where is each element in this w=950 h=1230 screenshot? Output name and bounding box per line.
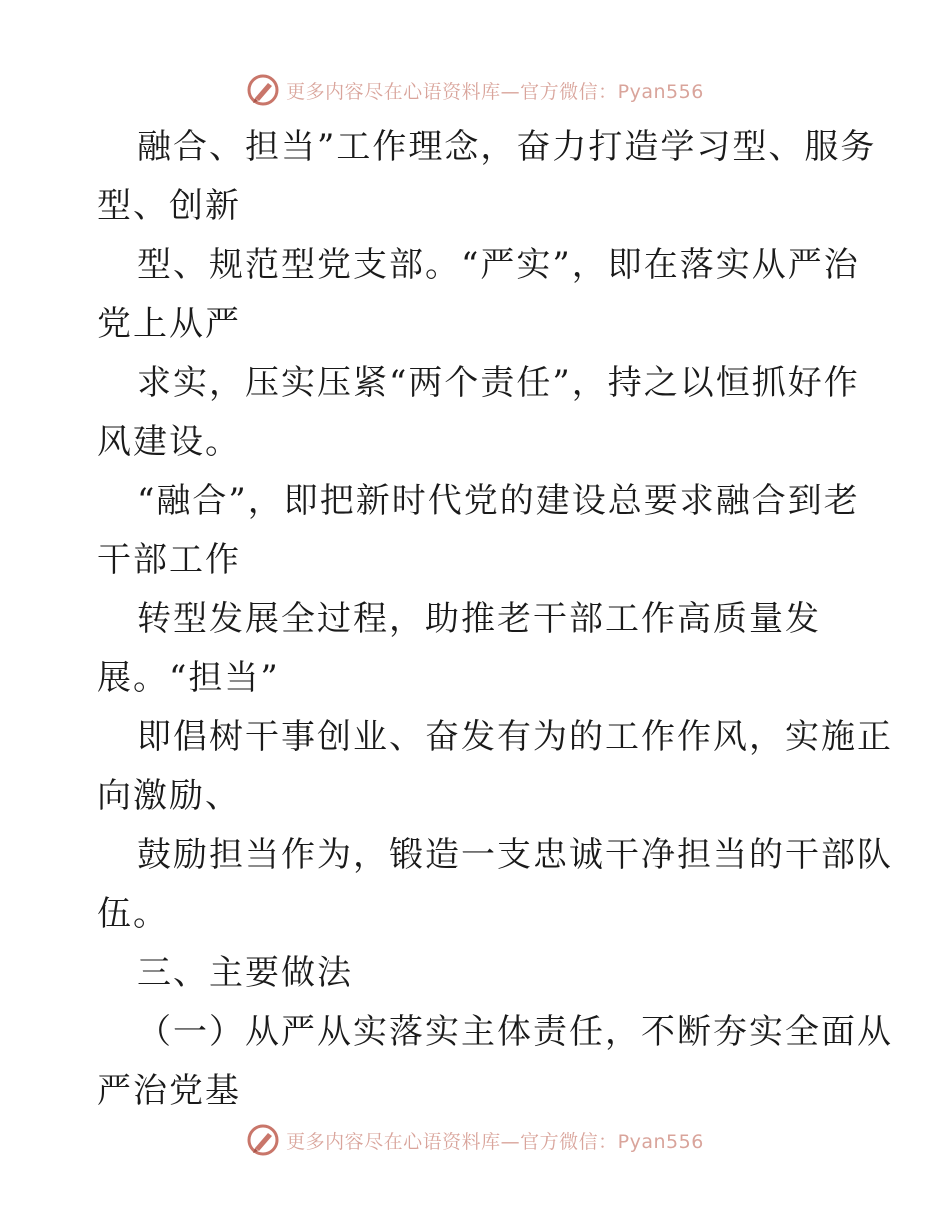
text-line: 融合、担当”工作理念，奋力打造学习型、服务	[137, 127, 877, 167]
pen-logo-icon	[246, 73, 280, 107]
watermark-text: 更多内容尽在心语资料库—官方微信：Pyan556	[286, 80, 704, 103]
text-line: “融合”，即把新时代党的建设总要求融合到老	[137, 481, 860, 521]
text-line: 干部工作	[97, 540, 241, 580]
text-line: 展。“担当”	[97, 658, 280, 698]
watermark-footer	[0, 1120, 950, 1160]
watermark-header	[0, 70, 950, 110]
document-body	[97, 118, 893, 1121]
text-line: 三、主要做法	[137, 953, 353, 993]
text-line: 风建设。	[97, 422, 241, 462]
text-line: 型、规范型党支部。“严实”，即在落实从严治	[137, 245, 860, 285]
text-line: 转型发展全过程，助推老干部工作高质量发	[137, 599, 821, 639]
text-line: 严治党基	[97, 1071, 241, 1111]
text-line: 伍。	[97, 894, 169, 934]
text-line: 向激励、	[97, 776, 241, 816]
text-line: 鼓励担当作为，锻造一支忠诚干净担当的干部队	[137, 835, 893, 875]
text-line: 即倡树干事创业、奋发有为的工作作风，实施正	[137, 717, 893, 757]
watermark-text: 更多内容尽在心语资料库—官方微信：Pyan556	[286, 1130, 704, 1153]
text-line: 党上从严	[97, 304, 241, 344]
text-line: 求实，压实压紧“两个责任”，持之以恒抓好作	[137, 363, 860, 403]
text-line: 型、创新	[97, 186, 241, 226]
pen-logo-icon	[246, 1123, 280, 1157]
text-line: （一）从严从实落实主体责任，不断夯实全面从	[137, 1012, 893, 1052]
